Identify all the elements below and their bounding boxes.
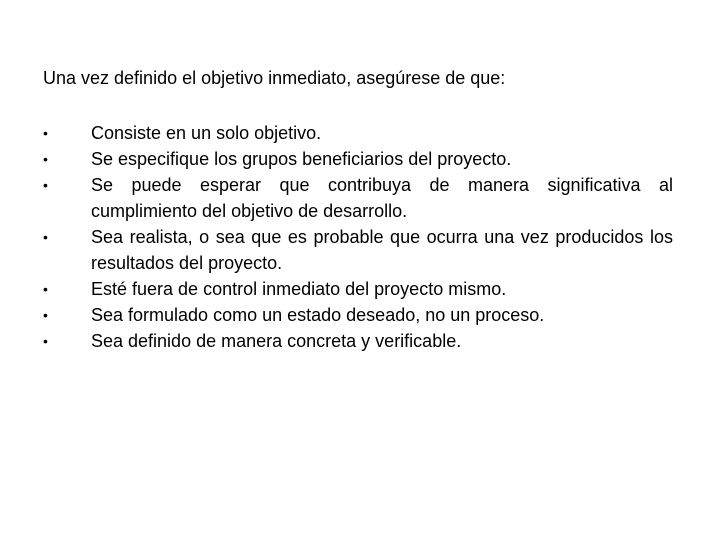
list-item xyxy=(43,302,673,328)
list-item-text: Sea definido de manera concreta y verificable. xyxy=(91,331,462,351)
list-item xyxy=(43,276,673,302)
bullet-icon: • xyxy=(43,307,48,323)
intro-text: Una vez definido el objetivo inmediato, asegúrese de que: xyxy=(43,68,506,88)
bullet-icon: • xyxy=(43,333,48,349)
list-item-text: Se especifique los grupos beneficiarios del proyecto. xyxy=(91,149,512,169)
list-item-text: Se puede esperar que contribuya de manera significativa al cumplimiento del objetivo de desarrollo. xyxy=(91,175,673,221)
list-item-text: Esté fuera de control inmediato del proyecto mismo. xyxy=(91,279,507,299)
list-item xyxy=(43,120,673,146)
bullet-icon: • xyxy=(43,177,48,193)
list-item xyxy=(43,224,673,276)
list-item-text: Sea formulado como un estado deseado, no un proceso. xyxy=(91,305,545,325)
list-item xyxy=(43,172,673,224)
list-item xyxy=(43,146,673,172)
bullet-icon: • xyxy=(43,281,48,297)
bullet-icon: • xyxy=(43,151,48,167)
bullet-list xyxy=(43,120,673,354)
list-item-text: Consiste en un solo objetivo. xyxy=(91,123,322,143)
list-item-text: Sea realista, o sea que es probable que ocurra una vez producidos los resultados del proyecto. xyxy=(91,227,673,273)
bullet-icon: • xyxy=(43,229,48,245)
list-item xyxy=(43,328,673,354)
bullet-icon: • xyxy=(43,125,48,141)
